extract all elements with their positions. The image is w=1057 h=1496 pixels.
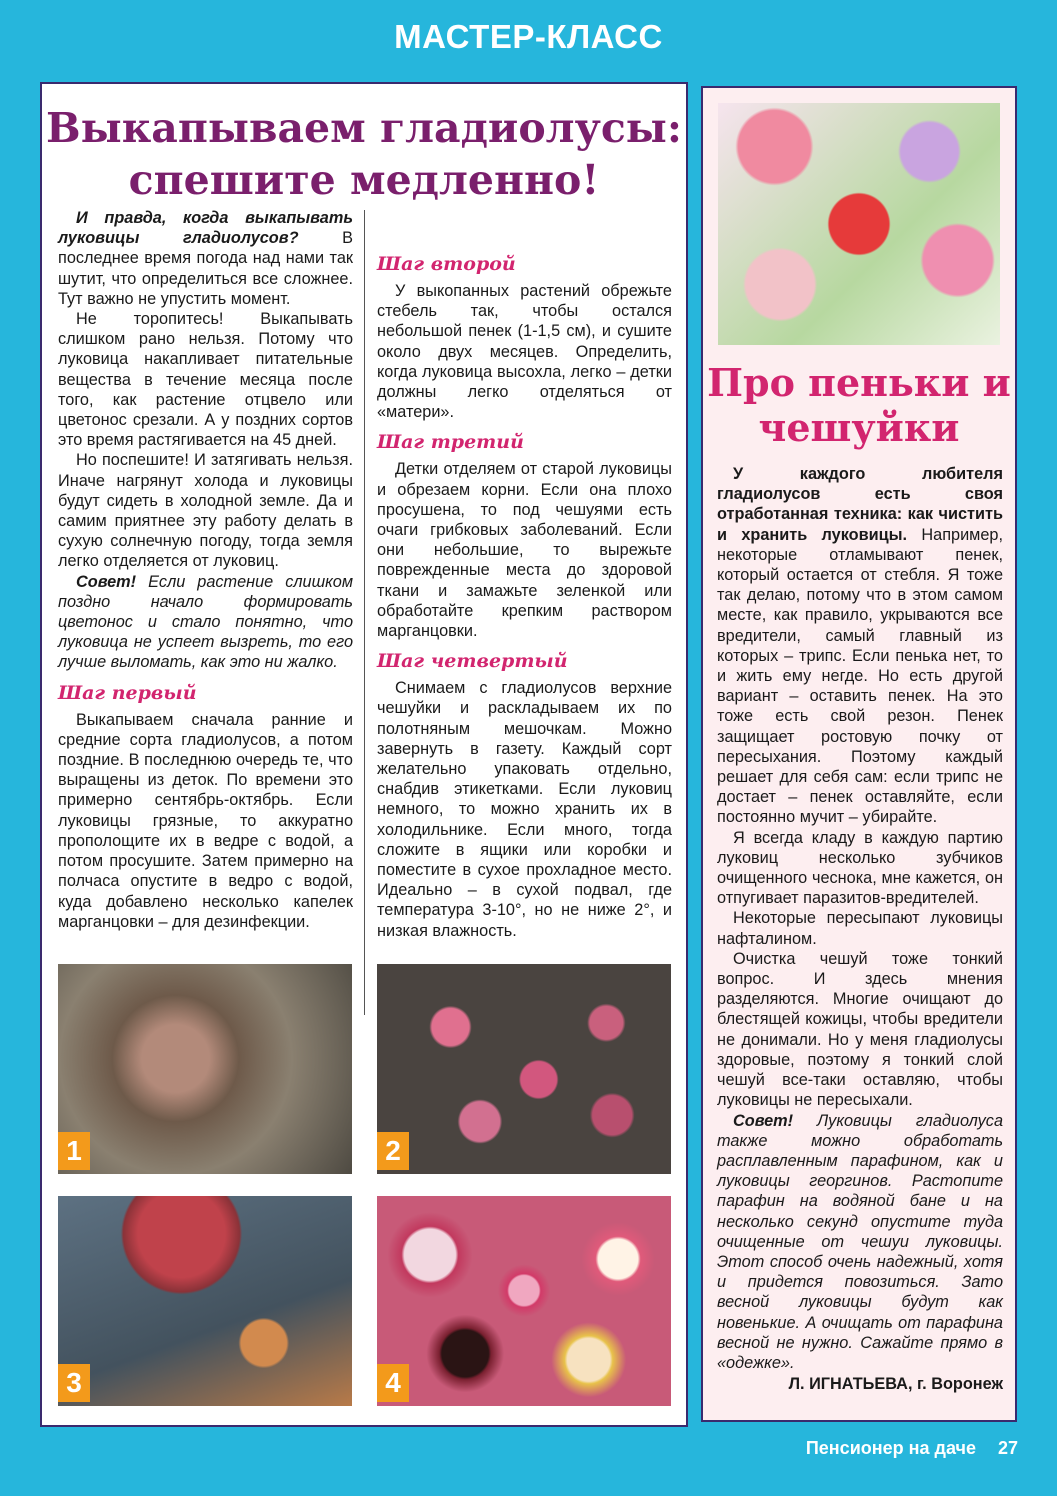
sidebar-title: Про пеньки и чешуйки xyxy=(707,360,1011,450)
intro-paragraph-2: Не торопитесь! Выкапывать слишком рано нельзя. Потому что луковица накапливает питательные вещества в течение месяца после того, как растение отцвело или цветонос срезали. А у поздних сортов это время растягивается на 45 дней. xyxy=(58,310,353,450)
step1-heading: Шаг первый xyxy=(58,681,197,704)
intro-text: В последнее время погода над нами так шутит, что определиться все сложнее. Тут важно не упустить момент. xyxy=(58,229,354,308)
sidebar-tip-label: Совет! xyxy=(733,1111,794,1130)
article-title: Выкапываем гладиолусы: спешите медленно! xyxy=(45,104,683,204)
sidebar-text xyxy=(717,464,1003,1394)
step1-text: Выкапываем сначала ранние и средние сорта гладиолусов, а потом поздние. В последнюю очередь те, что выращены из деток. По времени это примерно сентябрь-октябрь. Если луковицы грязные, то аккуратно прополощите их в ведре с водой, а потом просушите. Затем примерно на полчаса опустите в ведро с водой, куда добавлено несколько капелек марганцовки – для дезинфекции. xyxy=(58,710,353,931)
sidebar-paragraph-1 xyxy=(717,464,1003,828)
intro-paragraph-3: Но поспешите! И затягивать нельзя. Иначе нагрянут холода и луковицы будут сидеть в холодной земле. Да и самим приятнее эту работу делать в сухую солнечную погоду, тогда земля легко отделяется от луковиц. xyxy=(58,451,353,571)
sidebar-p1-text: Например, некоторые отламывают пенек, который остается от стебля. Я тоже так делаю, потому что в этом самом месте, как правило, укрываются все вредители, самый главный из которых – трипс. Если пенька нет, то и жить ему негде. Но есть другой вариант – оставить пенек. На это тоже есть свой резон. Пенек защищает ростовую почку от пересыхания. Поэтому каждый решает для себя сам: если трипс не достает – пенек оставляйте, если постоянно мучит – убирайте. xyxy=(717,525,1003,827)
page-footer xyxy=(806,1438,1018,1459)
photo-number: 3 xyxy=(58,1364,90,1402)
intro-lead: И правда, когда выкапывать луковицы гладиолусов? xyxy=(58,209,353,248)
sidebar-paragraph-3: Некоторые пересыпают луковицы нафталином. xyxy=(717,909,1003,948)
photo-bulbs-pile xyxy=(377,964,671,1174)
step2-heading: Шаг второй xyxy=(377,253,516,275)
intro-paragraph xyxy=(58,208,353,309)
step2-text: У выкопанных растений обрежьте стебель так, чтобы остался небольшой пенек (1-1,5 см), и сушите около двух месяцев. Определить, когда луковица высохла, легко – детки должны легко отделяться от «матери». xyxy=(377,282,672,422)
step4-heading: Шаг четвертый xyxy=(377,650,568,673)
tip-paragraph xyxy=(58,572,353,673)
article-column-left xyxy=(58,208,353,932)
photo-gladiolus-flowers xyxy=(718,103,1000,345)
photo-bulb-roots xyxy=(58,1196,352,1406)
tip-label: Совет! xyxy=(76,572,137,591)
magazine-name: Пенсионер на даче xyxy=(805,1438,976,1458)
step3-heading: Шаг третий xyxy=(377,431,524,454)
sidebar-article xyxy=(701,86,1017,1422)
author-signature: Л. ИГНАТЬЕВА, г. Воронеж xyxy=(788,1375,1003,1394)
photo-cleaned-bulbs xyxy=(377,1196,671,1406)
sidebar-tip-text: Луковицы гладиолуса также можно обработать расплавленным парафином, как и луковицы георгинов. Растопите парафин на водяной бане и на несколько секунд опустите туда очищенные от чешуи луковицы. Этот способ очень надежный, хотя и придется повозиться. Зато весной луковицы будут как новенькие. А очищать от парафина весной не нужно. Сажайте прямо в «одежке». xyxy=(717,1111,1003,1372)
tip-text: Если растение слишком поздно начало формировать цветонос и стало понятно, что луковица не успеет вызреть, то его лучше выломать, как это ни жалко. xyxy=(58,572,353,672)
page-number: 27 xyxy=(997,1438,1018,1458)
photo-dug-bulbs xyxy=(58,964,352,1174)
sidebar-paragraph-2: Я всегда кладу в каждую партию луковиц несколько зубчиков очищенного чеснока, мне кажется, он отпугивает паразитов-вредителей. xyxy=(717,828,1003,908)
sidebar-paragraph-4: Очистка чешуй тоже тонкий вопрос. И здесь мнения разделяются. Многие очищают до блестящей кожицы, чтобы вредители не донимали. Но у меня гладиолусы здоровые, поэтому я тонкий слой чешуй все-таки оставляю, чтобы луковицы не пересыхали. xyxy=(717,949,1003,1110)
photo-number: 1 xyxy=(58,1132,90,1170)
step3-text: Детки отделяем от старой луковицы и обрезаем корни. Если она плохо просушена, то под чешуями есть очаги грибковых заболеваний. Если они небольшие, то вырежьте поврежденные места до здоровой ткани и замажьте зеленкой или обработайте крепким раствором марганцовки. xyxy=(377,460,672,641)
section-header: МАСТЕР-КЛАСС xyxy=(394,18,663,55)
photo-number: 2 xyxy=(377,1132,409,1170)
main-article xyxy=(40,82,688,1427)
photo-number: 4 xyxy=(377,1364,409,1402)
column-divider xyxy=(364,210,365,1015)
step4-text: Снимаем с гладиолусов верхние чешуйки и раскладываем их по полотняным мешочкам. Можно завернуть в газету. Каждый сорт желательно упаковать отдельно, снабдив этикетками. Если луковиц немного, то можно хранить их в холодильнике. Если много, тогда сложите в ящики или коробки и поместите в сухое прохладное место. Идеально – в сухой подвал, где температура 3-10°, но не ниже 2°, и низкая влажность. xyxy=(377,679,672,940)
sidebar-tip xyxy=(717,1111,1003,1374)
sidebar-lead: У каждого любителя гладиолусов есть своя отработанная техника: как чистить и хранить луковицы. xyxy=(717,465,1003,544)
article-column-right xyxy=(377,208,672,941)
